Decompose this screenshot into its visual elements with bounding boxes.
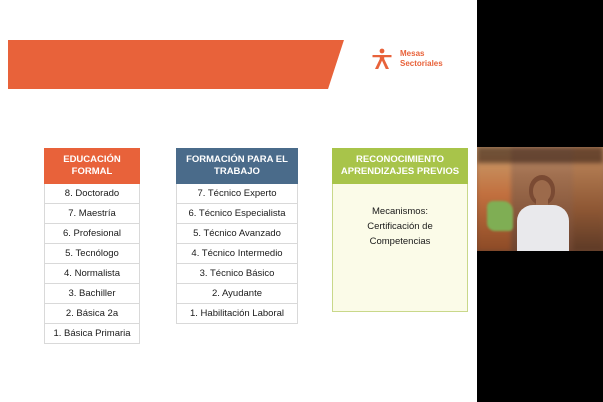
list-item: 8. Doctorado — [44, 184, 140, 204]
list-item: 1. Habilitación Laboral — [176, 304, 298, 324]
list-item: 7. Técnico Experto — [176, 184, 298, 204]
brand-logo — [370, 48, 443, 70]
video-person-body — [517, 205, 569, 251]
column-header-educacion-formal: EDUCACIÓN FORMAL — [44, 148, 140, 184]
list-item: 2. Básica 2a — [44, 304, 140, 324]
list-item: 1. Básica Primaria — [44, 324, 140, 344]
video-top-shadow — [477, 147, 603, 163]
sena-logo-icon — [370, 48, 394, 70]
list-item: 5. Técnico Avanzado — [176, 224, 298, 244]
body-line: Certificación de — [367, 221, 433, 232]
column-educacion-formal — [44, 148, 140, 344]
column-formacion-para-el-trabajo — [176, 148, 298, 324]
list-item: 7. Maestría — [44, 204, 140, 224]
list-item: 4. Técnico Intermedio — [176, 244, 298, 264]
list-item: 4. Normalista — [44, 264, 140, 284]
brand-logo-text — [400, 49, 443, 69]
webcam-video-feed[interactable] — [477, 147, 603, 251]
brand-logo-line1: Mesas — [400, 49, 425, 58]
column-body-reconocimiento — [332, 184, 468, 312]
brand-logo-line2: Sectoriales — [400, 59, 443, 68]
list-item: 2. Ayudante — [176, 284, 298, 304]
list-item: 5. Tecnólogo — [44, 244, 140, 264]
list-item: 3. Bachiller — [44, 284, 140, 304]
list-item: 6. Técnico Especialista — [176, 204, 298, 224]
column-header-formacion-para-el-trabajo: FORMACIÓN PARA EL TRABAJO — [176, 148, 298, 184]
list-item: 3. Técnico Básico — [176, 264, 298, 284]
slide-header-band — [8, 40, 322, 89]
list-item: 6. Profesional — [44, 224, 140, 244]
column-reconocimiento-aprendizajes-previos — [332, 148, 468, 312]
video-green-object — [487, 201, 513, 231]
slide-title: 3 vías de cualificación SNC — [19, 6, 207, 23]
body-line: Mecanismos: — [372, 206, 428, 217]
body-line: Competencias — [369, 236, 431, 247]
column-header-reconocimiento-aprendizajes-previos: RECONOCIMIENTO APRENDIZAJES PREVIOS — [332, 148, 468, 184]
